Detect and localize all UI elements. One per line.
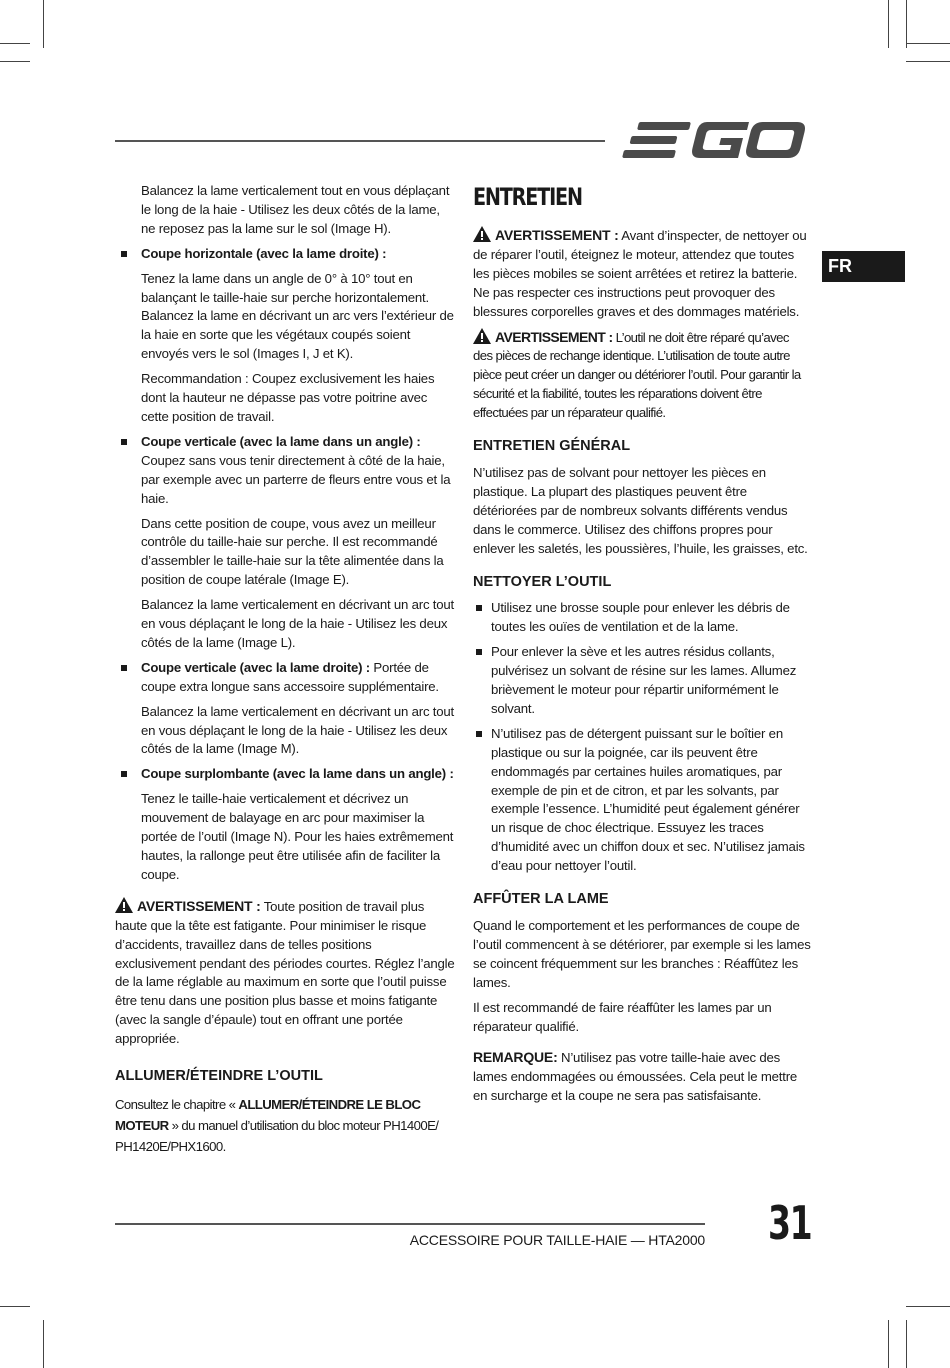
crop-mark bbox=[888, 1320, 889, 1368]
bullet-square bbox=[121, 771, 127, 777]
list-item bbox=[473, 599, 811, 637]
bullet-square bbox=[121, 251, 127, 257]
warning-label: AVERTISSEMENT : bbox=[495, 227, 619, 243]
section-heading: AFFÛTER LA LAME bbox=[473, 891, 609, 908]
warning-block bbox=[115, 897, 455, 1049]
warning-text: L’outil ne doit être réparé qu’avec des pièces de rechange identique. L’utilisation de toute autre pièce peut créer un danger ou détériorer l’outil. Pour garantir la sécurité et la fiabilité, toutes les réparations doivent être effectuées par un réparateur qualifié. bbox=[473, 329, 801, 421]
crop-mark bbox=[0, 1306, 30, 1307]
warning-icon bbox=[473, 328, 491, 344]
paragraph: Tenez le taille-haie verticalement et décrivez un mouvement de balayage en arc pour maximiser la portée de l’outil (Image N). Pour les haies extrêmement hautes, la rallonge peut être utilisée afin de faciliter la coupe. bbox=[141, 791, 454, 882]
warning-block bbox=[473, 226, 811, 322]
paragraph: Balancez la lame verticalement en décrivant un arc tout en vous déplaçant le long de la haie - Utilisez les deux côtés de la lame (Image L). bbox=[141, 597, 454, 650]
crop-mark bbox=[43, 1320, 44, 1368]
warning-block bbox=[473, 328, 811, 424]
bullet-square bbox=[476, 649, 482, 655]
crop-mark bbox=[906, 0, 907, 48]
bullet-title: Coupe horizontale (avec la lame droite) : bbox=[141, 245, 387, 261]
list-item-text: Utilisez une brosse souple pour enlever les débris de toutes les ouïes de ventilation et de la lame. bbox=[491, 600, 790, 635]
bullet-square bbox=[121, 665, 127, 671]
bullet-title: Coupe verticale (avec la lame droite) : bbox=[141, 659, 370, 675]
bullet-square bbox=[476, 731, 482, 737]
crop-mark bbox=[888, 0, 889, 48]
paragraph: Recommandation : Coupez exclusivement les haies dont la hauteur ne dépasse pas votre poitrine avec cette position de travail. bbox=[141, 371, 435, 424]
crop-mark bbox=[906, 43, 950, 44]
header-rule bbox=[115, 140, 605, 142]
paragraph: Il est recommandé de faire réaffûter les lames par un réparateur qualifié. bbox=[473, 999, 772, 1034]
section-heading: NETTOYER L’OUTIL bbox=[473, 573, 612, 590]
crop-mark bbox=[0, 43, 30, 44]
bullet-square bbox=[476, 605, 482, 611]
text-run: ALLUMER/ÉTEINDRE LE BLOC MOTEUR bbox=[115, 1096, 421, 1133]
text-run: Consultez le chapitre « bbox=[115, 1096, 239, 1112]
ego-logo bbox=[622, 118, 810, 167]
bullet-title: Coupe verticale (avec la lame dans un angle) : bbox=[141, 433, 421, 449]
warning-icon bbox=[115, 897, 133, 913]
crop-mark bbox=[906, 1320, 907, 1368]
list-item bbox=[473, 725, 811, 876]
footer-title: ACCESSOIRE POUR TAILLE-HAIE — HTA2000 bbox=[409, 1232, 705, 1248]
paragraph: N’utilisez pas de solvant pour nettoyer les pièces en plastique. La plupart des plastiques peuvent être détériorées par de nombreux solvants différents vendus dans le commerce. Utilisez des chiffons propres pour enlever les saletés, les poussières, l’huile, les graisses, etc. bbox=[473, 464, 808, 556]
crop-mark bbox=[0, 61, 30, 62]
paragraph: Dans cette position de coupe, vous avez un meilleur contrôle du taille-haie sur perche. Il est recommandé d’assembler le taille-haie sur la tête alimentée dans la position de coupe latérale (Image E). bbox=[141, 515, 444, 588]
warning-text: Toute position de travail plus haute que la tête est fatigante. Pour minimiser le risque d’accidents, travaillez dans de telles positions exclusivement pendant des périodes courtes. Réglez l’angle de la lame réglable au maximum en sorte que l’outil puisse être tenu dans une position plus basse et moins fatigante (avec la sangle d’épaule) tout en offrant une portée appropriée. bbox=[115, 898, 455, 1047]
warning-label: AVERTISSEMENT : bbox=[137, 897, 261, 914]
warning-label: AVERTISSEMENT : bbox=[495, 328, 613, 345]
bullet-vertical-angle-cut bbox=[115, 433, 455, 509]
bullet-text: Coupez sans vous tenir directement à côté de la haie, par exemple avec un parterre de fleurs entre vous et la haie. bbox=[141, 452, 451, 506]
list-item bbox=[473, 643, 811, 719]
paragraph: Balancez la lame verticalement en décrivant un arc tout en vous déplaçant le long de la haie - Utilisez les deux côtés de la lame (Image M). bbox=[141, 703, 454, 757]
language-tab: FR bbox=[822, 251, 905, 282]
warning-text: Avant d’inspecter, de nettoyer ou de réparer l’outil, éteignez le moteur, attendez que toutes les pièces mobiles se soient arrêtées et retirez la batterie. Ne pas respecter ces instructions peut provoquer des blessures corporelles graves et des dommages matériels. bbox=[473, 228, 807, 319]
note-text: N’utilisez pas votre taille-haie avec des lames endommagées ou émoussées. Cela peut le mettre en surcharge et la coupe ne sera pas satisfaisante. bbox=[473, 1050, 798, 1104]
list-item-text: N’utilisez pas de détergent puissant sur le boîtier en plastique ou sur la poignée, car ils peuvent être endommagés par certaines huiles aromatiques, par exemple de pin et de citron, et par les solvants, par exemple l’essence. L’humidité peut également générer un risque de choc électrique. Essuyez les traces d’humidité avec un chiffon doux et sec. N’utilisez jamais d’eau pour nettoyer l’outil. bbox=[491, 725, 805, 874]
crop-mark bbox=[43, 0, 44, 48]
bullet-overhead-cut bbox=[115, 765, 455, 784]
page-number: 31 bbox=[768, 1196, 812, 1250]
left-column bbox=[115, 182, 455, 1163]
paragraph: Quand le comportement et les performances de coupe de l’outil commencent à se détériorer, par exemple si les lames se coincent fréquemment sur les branches : Réaffûtez les lames. bbox=[473, 918, 811, 990]
page-title: ENTRETIEN bbox=[473, 183, 582, 211]
crop-mark bbox=[906, 1306, 950, 1307]
bullet-square bbox=[121, 439, 127, 445]
paragraph: Balancez la lame verticalement tout en vous déplaçant le long de la haie - Utilisez les deux côtés de la lame, ne reposez pas la lame sur le sol (Image H). bbox=[141, 183, 450, 236]
bullet-title: Coupe surplombante (avec la lame dans un angle) : bbox=[141, 766, 454, 782]
bullet-horizontal-cut bbox=[115, 245, 455, 264]
warning-icon bbox=[473, 226, 491, 242]
footer-rule bbox=[115, 1223, 705, 1225]
right-column bbox=[473, 182, 811, 1112]
note-label: REMARQUE: bbox=[473, 1049, 558, 1066]
note-block bbox=[473, 1048, 811, 1106]
bullet-text: Portée de coupe extra longue sans accessoire supplémentaire. bbox=[141, 659, 439, 694]
ego-logo-mark bbox=[622, 118, 810, 162]
list-item-text: Pour enlever la sève et les autres résidus collants, pulvérisez un solvant de résine sur les lames. Allumez brièvement le moteur pour répartir uniformément le solvant. bbox=[491, 644, 797, 716]
section-heading: ALLUMER/ÉTEINDRE L’OUTIL bbox=[115, 1068, 323, 1085]
section-heading: ENTRETIEN GÉNÉRAL bbox=[473, 438, 631, 455]
bullet-vertical-straight-cut bbox=[115, 659, 455, 697]
crop-mark bbox=[906, 61, 950, 62]
paragraph: Tenez la lame dans un angle de 0° à 10° tout en balançant le taille-haie sur perche horizontalement. Balancez la lame en décrivant un arc vers l’extérieur de la haie en sorte que les végétaux coupés soient envoyés vers le sol (Images I, J et K). bbox=[141, 270, 454, 362]
paragraph bbox=[115, 1094, 455, 1157]
text-run: » du manuel d’utilisation du bloc moteur PH1400E/ PH1420E/PHX1600. bbox=[115, 1117, 439, 1154]
